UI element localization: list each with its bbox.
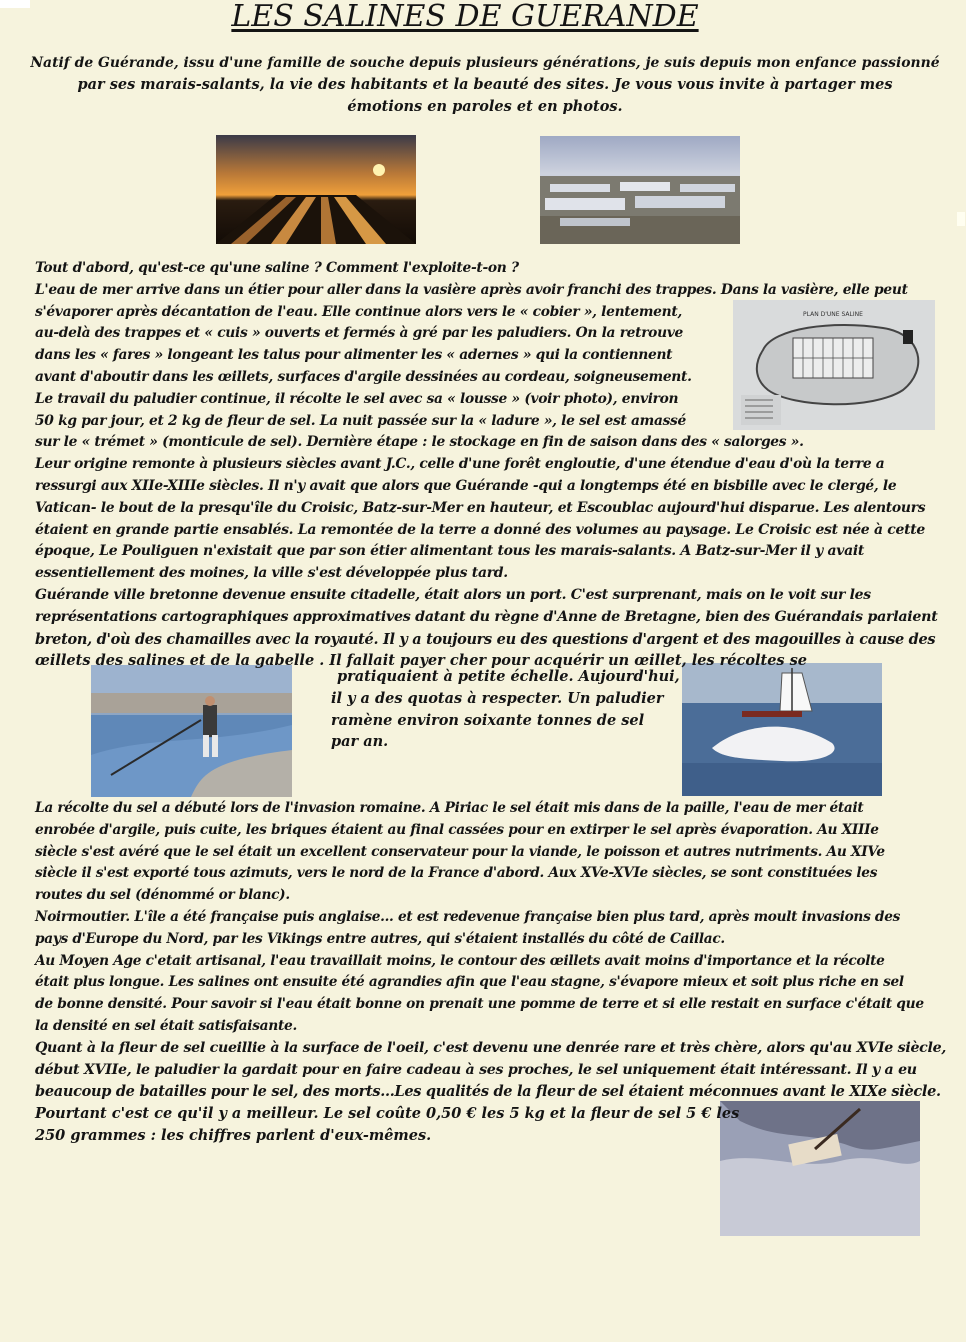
edge-artifact <box>957 212 965 226</box>
text-line: dans les « fares » longeant les talus pour alimenter les « adernes » qui la contiennent <box>35 347 673 364</box>
text-line: La récolte du sel a débuté lors de l'invasion romaine. A Piriac le sel était mis dans de la paille, l'eau de mer était <box>35 800 864 816</box>
text-line: routes du sel (dénommé or blanc). <box>35 887 290 904</box>
text-line: essentiellement des moines, la ville s'est développée plus tard. <box>35 565 508 582</box>
text-line: il y a des quotas à respecter. Un paludier <box>331 689 664 707</box>
text-line: Le travail du paludier continue, il récolte le sel avec sa « lousse » (voir photo), environ <box>35 390 679 407</box>
text-line: Tout d'abord, qu'est-ce qu'une saline ? Comment l'exploite-t-on ? <box>35 260 519 276</box>
paludier-working-photo <box>91 665 292 797</box>
text-line: ressurgi aux XIIe-XIIIe siècles. Il n'y avait que alors que Guérande -qui a longtemps été en bisbille avec le clergé, le <box>35 477 897 494</box>
text-line: Guérande ville bretonne devenue ensuite citadelle, était alors un port. C'est surprenant, mais on le voit sur les <box>35 586 871 603</box>
text-line: représentations cartographiques approximatives datant du règne d'Anne de Bretagne, bien des Guérandais parlaient <box>35 608 938 625</box>
text-line: 250 grammes : les chiffres parlent d'eux-mêmes. <box>35 1126 432 1144</box>
intro-line: émotions en paroles et en photos. <box>347 98 623 115</box>
text-line: breton, d'où des chamailles avec la royauté. Il y a toujours eu des questions d'argent et des magouilles à cause des <box>35 630 936 648</box>
text-line: par an. <box>331 733 389 751</box>
text-line: s'évaporer après décantation de l'eau. Elle continue alors vers le « cobier », lentement, <box>35 303 682 320</box>
intro-line: Natif de Guérande, issu d'une famille de souche depuis plusieurs générations, je suis depuis mon enfance passionné <box>30 55 940 71</box>
text-line: œillets des salines et de la gabelle . Il fallait payer cher pour acquérir un œillet, les récoltes se <box>35 652 808 670</box>
text-line: beaucoup de batailles pour le sel, des morts...Les qualités de la fleur de sel étaient méconnues avant le XIXe siècle. <box>35 1083 941 1101</box>
text-line: Pourtant c'est ce qu'il y a meilleur. Le sel coûte 0,50 € les 5 kg et la fleur de sel 5 € les <box>35 1105 740 1123</box>
text-line: étaient en grande partie ensablés. La remontée de la terre a donné des volumes au paysage. Le Croisic est née à cette <box>35 521 926 538</box>
sunset-saline-photo <box>216 135 416 244</box>
text-line: sur le « trémet » (monticule de sel). Dernière étape : le stockage en fin de saison dans des « salorges ». <box>35 434 804 451</box>
text-line: pratiquaient à petite échelle. Aujourd'hui, <box>337 668 680 685</box>
text-line: au-delà des trappes et « cuis » ouverts et fermés à gré par les paludiers. On la retrouve <box>35 325 684 342</box>
text-line: siècle s'est avéré que le sel était un excellent conservateur pour la viande, le poisson et autres nutriments. Au XIVe <box>35 843 885 860</box>
map-title: PLAN D'UNE SALINE <box>803 311 863 318</box>
text-line: Noirmoutier. L'île a été française puis anglaise... et est redevenue française bien plus tard, après moult invasions des <box>35 908 900 925</box>
page-title: LES SALINES DE GUERANDE <box>231 0 699 34</box>
text-line: époque, Le Pouliguen n'existait que par son étier alimentant tous les marais-salants. A Batz-sur-Mer il y avait <box>35 543 865 560</box>
middle-text <box>331 666 680 753</box>
text-line: de bonne densité. Pour savoir si l'eau était bonne on prenait une pomme de terre et si elle restait en surface c'était que <box>35 996 924 1013</box>
intro-paragraph <box>30 52 940 118</box>
text-line: pays d'Europe du Nord, par les Vikings entre autres, qui s'étaient installés du côté de Caillac. <box>35 930 725 947</box>
text-line: L'eau de mer arrive dans un étier pour aller dans la vasière après avoir franchi des trappes. Dans la vasière, elle peut <box>35 281 908 298</box>
intro-line: par ses marais-salants, la vie des habitants et la beauté des sites. Je vous vous invite à partager mes <box>77 76 893 93</box>
salt-pile-boat-photo <box>682 663 882 796</box>
salt-marsh-photo <box>540 136 740 244</box>
text-line: 50 kg par jour, et 2 kg de fleur de sel. La nuit passée sur la « ladure », le sel est amassé <box>35 412 686 429</box>
text-line: Quant à la fleur de sel cueillie à la surface de l'oeil, c'est devenu une denrée rare et très chère, alors qu'au XVIe siècle, <box>35 1039 946 1056</box>
text-line: la densité en sel était satisfaisante. <box>35 1017 297 1034</box>
text-line: Vatican- le bout de la presqu'île du Croisic, Batz-sur-Mer en hauteur, et Escoublac aujourd'hui disparue. Les alentours <box>35 499 926 516</box>
text-line: avant d'aboutir dans les œillets, surfaces d'argile dessinées au cordeau, soigneusement. <box>35 368 692 385</box>
text-line: siècle il s'est exporté tous azimuts, vers le nord de la France d'abord. Aux XVe-XVIe siècles, se sont constituées les <box>35 865 878 882</box>
text-line: début XVIIe, le paludier la gardait pour en faire cadeau à ses proches, le sel uniquement était intéressant. Il y a eu <box>35 1061 917 1078</box>
text-line: Leur origine remonte à plusieurs siècles avant J.C., celle d'une forêt engloutie, d'une étendue d'eau d'où la terre a <box>35 456 885 473</box>
section2-text <box>35 798 946 1147</box>
text-line: enrobée d'argile, puis cuite, les briques étaient au final cassées pour en extirper le sel après évaporation. Au XIIIe <box>35 821 879 838</box>
text-line: était plus longue. Les salines ont ensuite été agrandies afin que l'eau stagne, s'évapore mieux et soit plus riche en sel <box>35 974 904 991</box>
section1-text <box>35 258 938 672</box>
text-line: Au Moyen Age c'etait artisanal, l'eau travaillait moins, le contour des œillets avait moins d'importance et la récolte <box>35 952 885 969</box>
text-line: ramène environ soixante tonnes de sel <box>331 711 645 729</box>
